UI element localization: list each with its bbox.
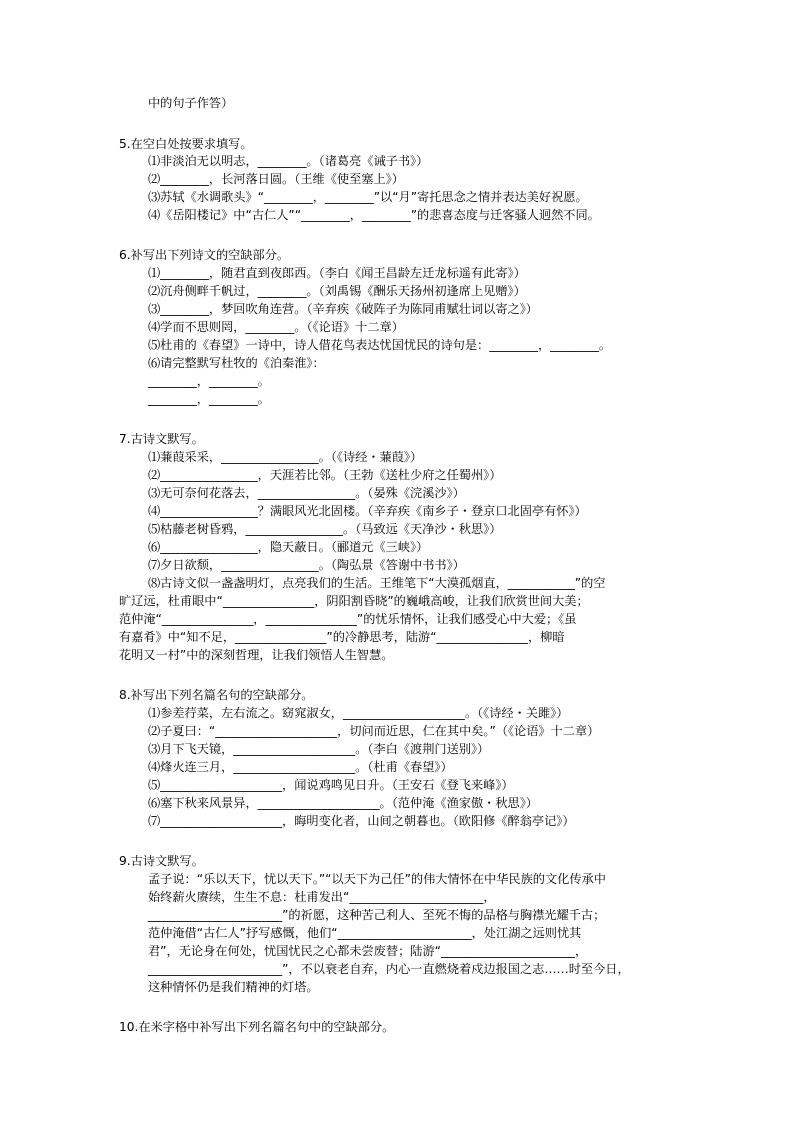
q9-line-1: 孟子说：“乐以天下，忧以天下。”“以天下为己任”的伟大情怀在中华民族的文化传承中 <box>148 872 606 886</box>
q5-title: 5.在空白处按要求填写。 <box>119 137 253 151</box>
q7-title: 7.古诗文默写。 <box>119 432 204 446</box>
q7-item-2: ⑵________________，天涯若比邻。（王勃《送杜少府之任蜀州》） <box>148 468 502 482</box>
q8-item-3: ⑶月下飞天镜，____________________。（李白《渡荆门送别》） <box>148 742 490 756</box>
q9-line-6: ______________________”，不以衰老自弃，内心一直燃烧着戍边报国之志……时至今日， <box>148 962 630 976</box>
q8-item-6: ⑹塞下秋来风景异，____________________。（范仲淹《渔家傲・秋思》） <box>148 796 538 810</box>
q6-item-1: ⑴________，随君直到夜郎西。（李白《闻王昌龄左迁龙标遥有此寄》） <box>148 266 526 280</box>
q9-line-4: 范仲淹借“古仁人”抒写感慨，他们“______________________，处江湖之远则忧其 <box>148 926 582 940</box>
q7-item-1: ⑴蒹葭采采，________________。（《诗经・蒹葭》） <box>148 450 423 464</box>
q7-item-4: ⑷________________？满眼风光北固楼。（辛弃疾《南乡子・登京口北固亭有怀》） <box>148 504 587 518</box>
q5-item-1: ⑴非淡泊无以明志，________。（诸葛亮《诫子书》） <box>148 154 429 168</box>
q8-item-2: ⑵子夏曰：“____________________，切问而近思，仁在其中矣。”（《论语》十二章） <box>148 724 600 738</box>
q8-item-5: ⑸____________________，闻说鸡鸣见日升。（王安石《登飞来峰》） <box>148 778 514 792</box>
q8-item-4: ⑷烽火连三月，____________________。（杜甫《春望》） <box>148 760 453 774</box>
q9-line-2: 始终薪火赓续，生生不息：杜甫发出“______________________， <box>148 890 496 904</box>
q7-item-8-line-1: ⑻古诗文似一盏盏明灯，点亮我们的生活。王维笔下“大漠孤烟直，___________”的空 <box>148 576 606 590</box>
q5-item-2: ⑵________，长河落日圆。（王维《使至塞上》） <box>148 172 404 186</box>
q6-item-7: ________，________。 <box>148 374 270 388</box>
q7-item-6: ⑹________________，隐天蔽日。（郦道元《三峡》） <box>148 540 429 554</box>
q9-title: 9.古诗文默写。 <box>119 854 204 868</box>
q7-item-8-line-2: 旷辽远，杜甫眼中“_______________，阴阳割昏晓”的巍峨高峻，让我们欣赏世间大美； <box>119 594 589 608</box>
q6-item-2: ⑵沉舟侧畔千帆过，________。（刘禹锡《酬乐天扬州初逢席上见赠》） <box>148 284 526 298</box>
q7-item-8-line-4: 有嘉肴》中“知不足，_______________”的冷静思考，陆游“_______________，柳暗 <box>119 630 565 644</box>
q5-item-4: ⑷《岳阳楼记》中“古仁人”“________，________”的悲喜态度与迁客骚人迥然不同。 <box>148 208 600 222</box>
intro-tail: 中的句子作答） <box>148 96 234 110</box>
q9-line-7: 这种情怀仍是我们精神的灯塔。 <box>148 980 319 994</box>
q7-item-8-line-3: 范仲淹“_______________，_______________”的忧乐情怀，让我们感受心中大爱；《虽 <box>119 612 577 626</box>
q6-item-8: ________，________。 <box>148 392 270 406</box>
q8-title: 8.补写出下列名篇名句的空缺部分。 <box>119 688 314 702</box>
q8-item-1: ⑴参差荇菜，左右流之。窈窕淑女，____________________。（《诗经・关雎》） <box>148 706 569 720</box>
q7-item-7: ⑺夕日欲颓，________________。（陶弘景《答谢中书书》） <box>148 558 465 572</box>
q9-line-5: 君”，无论身在何处，忧国忧民之心都未尝废替；陆游“______________________， <box>148 944 588 958</box>
q10-title: 10.在米字格中补写出下列名篇名句中的空缺部分。 <box>119 1020 395 1034</box>
q6-item-5: ⑸杜甫的《春望》一诗中，诗人借花鸟表达忧国忧民的诗句是：________，________。 <box>148 338 612 352</box>
q7-item-3: ⑶无可奈何花落去，________________。（晏殊《浣溪沙》） <box>148 486 465 500</box>
q7-item-5: ⑸枯藤老树昏鸦，________________。（马致远《天净沙・秋思》） <box>148 522 502 536</box>
q6-item-3: ⑶________，梦回吹角连营。（辛弃疾《破阵子为陈同甫赋壮词以寄之》） <box>148 302 538 316</box>
q8-item-7: ⑺____________________，晦明变化者，山间之朝暮也。（欧阳修《醉翁亭记》） <box>148 814 575 828</box>
q6-title: 6.补写出下列诗文的空缺部分。 <box>119 248 290 262</box>
q6-item-4: ⑷学而不思则罔，________。（《论语》十二章） <box>148 320 404 334</box>
q6-item-6: ⑹请完整默写杜牧的《泊秦淮》： <box>148 356 325 370</box>
q9-line-3: ______________________”的祈愿，这种苦己利人、至死不悔的品格与胸襟光耀千古； <box>148 908 606 922</box>
q5-item-3: ⑶苏轼《水调歌头》“________，________”以“月”寄托思念之情并表达美好祝愿。 <box>148 190 588 204</box>
q7-item-8-line-5: 花明又一村”中的深刻哲理，让我们领悟人生智慧。 <box>119 648 394 662</box>
